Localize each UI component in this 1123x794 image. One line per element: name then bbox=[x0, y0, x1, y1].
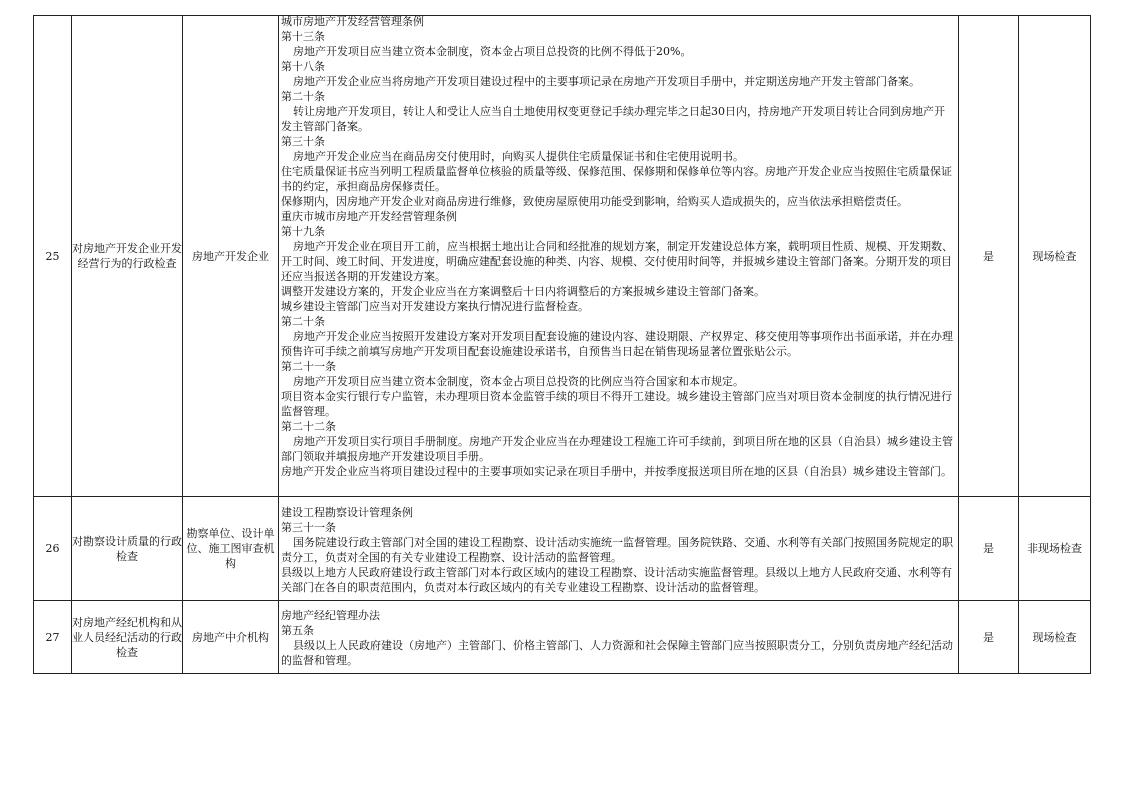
legal-basis-line: 县级以上地方人民政府建设行政主管部门对本行政区域内的建设工程勘察、设计活动实施监督管理。县级以上地方人民政府交通、水利等有关部门在各自的职责范围内，负责对本行政区域内的有关专业建设工程勘察、设计活动的监督管理。 bbox=[281, 566, 952, 594]
table-row bbox=[34, 16, 1091, 497]
row-number: 27 bbox=[34, 601, 72, 674]
inspection-subject: 房地产开发企业 bbox=[183, 16, 279, 497]
inspection-method: 非现场检查 bbox=[1019, 497, 1091, 601]
legal-basis-line: 第十八条 bbox=[281, 60, 325, 73]
legal-basis-line: 重庆市城市房地产开发经营管理条例 bbox=[281, 210, 457, 223]
table-row bbox=[34, 497, 1091, 601]
legal-basis-cell bbox=[279, 497, 959, 601]
legal-basis-line: 转让房地产开发项目，转让人和受让人应当自土地使用权变更登记手续办理完毕之日起30日内，持房地产开发项目转让合同到房地产开发主管部门备案。 bbox=[281, 105, 945, 133]
legal-basis-line: 保修期内，因房地产开发企业对商品房进行维修，致使房屋原使用功能受到影响，给购买人造成损失的，应当依法承担赔偿责任。 bbox=[281, 195, 908, 208]
legal-basis-line: 房地产开发企业应当按照开发建设方案对开发项目配套设施的建设内容、建设期限、产权界定、移交使用等事项作出书面承诺，并在办理预售许可手续之前填写房地产开发项目配套设施建设承诺书，自预售当日起在销售现场显著位置张贴公示。 bbox=[281, 330, 953, 358]
row-number: 26 bbox=[34, 497, 72, 601]
legal-basis-line: 第二十条 bbox=[281, 90, 325, 103]
inspection-method: 现场检查 bbox=[1019, 601, 1091, 674]
legal-basis-line: 房地产开发企业应当将房地产开发项目建设过程中的主要事项记录在房地产开发项目手册中，并定期送房地产开发主管部门备案。 bbox=[293, 75, 920, 88]
legal-basis-line: 调整开发建设方案的，开发企业应当在方案调整后十日内将调整后的方案报城乡建设主管部门备案。 bbox=[281, 285, 765, 298]
row-number: 25 bbox=[34, 16, 72, 497]
inspection-method: 现场检查 bbox=[1019, 16, 1091, 497]
legal-basis-line: 第二十二条 bbox=[281, 420, 336, 433]
legal-basis-text bbox=[279, 497, 958, 600]
table-row bbox=[34, 601, 1091, 674]
legal-basis-cell bbox=[279, 601, 959, 674]
legal-basis-line: 第五条 bbox=[281, 624, 314, 637]
legal-basis-line: 县级以上人民政府建设（房地产）主管部门、价格主管部门、人力资源和社会保障主管部门应当按照职责分工，分别负责房地产经纪活动的监督和管理。 bbox=[281, 639, 953, 667]
legal-basis-line: 国务院建设行政主管部门对全国的建设工程勘察、设计活动实施统一监督管理。国务院铁路、交通、水利等有关部门按照国务院规定的职责分工，负责对全国的有关专业建设工程勘察、设计活动的监督管理。 bbox=[281, 536, 953, 564]
legal-basis-line: 项目资本金实行银行专户监管，未办理项目资本金监管手续的项目不得开工建设。城乡建设主管部门应当对项目资本金制度的执行情况进行监督管理。 bbox=[281, 390, 952, 418]
inspection-item: 对房地产开发企业开发经营行为的行政检查 bbox=[72, 16, 183, 497]
legal-basis-line: 房地产开发企业在项目开工前，应当根据土地出让合同和经批准的规划方案，制定开发建设总体方案，载明项目性质、规模、开发期数、开工时间、竣工时间、开发进度，明确应建配套设施的种类、内容、规模、交付使用时间等，并报城乡建设主管部门备案。分期开发的项目还应当报送各期的开发建设方案。 bbox=[281, 240, 953, 283]
legal-basis-line: 建设工程勘察设计管理条例 bbox=[281, 506, 413, 519]
legal-basis-line: 房地产开发企业应当在商品房交付使用时，向购买人提供住宅质量保证书和住宅使用说明书。 bbox=[293, 150, 744, 163]
legal-basis-cell bbox=[279, 16, 959, 497]
legal-basis-line: 住宅质量保证书应当列明工程质量监督单位核验的质量等级、保修范围、保修期和保修单位等内容。房地产开发企业应当按照住宅质量保证书的约定，承担商品房保修责任。 bbox=[281, 165, 952, 193]
inspection-item: 对房地产经纪机构和从业人员经纪活动的行政检查 bbox=[72, 601, 183, 674]
legal-basis-line: 第三十条 bbox=[281, 135, 325, 148]
legal-basis-line: 房地产开发项目应当建立资本金制度，资本金占项目总投资的比例不得低于20%。 bbox=[293, 45, 692, 58]
legal-basis-line: 第二十条 bbox=[281, 315, 325, 328]
yes-flag: 是 bbox=[959, 16, 1019, 497]
yes-flag: 是 bbox=[959, 497, 1019, 601]
legal-basis-text bbox=[279, 601, 958, 673]
legal-basis-line: 城乡建设主管部门应当对开发建设方案执行情况进行监督检查。 bbox=[281, 300, 589, 313]
yes-flag: 是 bbox=[959, 601, 1019, 674]
legal-basis-line: 房地产开发项目实行项目手册制度。房地产开发企业应当在办理建设工程施工许可手续前，到项目所在地的区县（自治县）城乡建设主管部门领取并填报房地产开发建设项目手册。 bbox=[281, 435, 953, 463]
inspection-subject: 房地产中介机构 bbox=[183, 601, 279, 674]
legal-basis-text bbox=[279, 14, 958, 492]
legal-basis-line: 第十九条 bbox=[281, 225, 325, 238]
legal-basis-line: 房地产开发项目应当建立资本金制度，资本金占项目总投资的比例应当符合国家和本市规定。 bbox=[293, 375, 744, 388]
inspection-subject: 勘察单位、设计单位、施工图审查机构 bbox=[183, 497, 279, 601]
inspection-table bbox=[33, 15, 1091, 674]
legal-basis-line: 城市房地产开发经营管理条例 bbox=[281, 15, 424, 28]
legal-basis-line: 第二十一条 bbox=[281, 360, 336, 373]
legal-basis-line: 第三十一条 bbox=[281, 521, 336, 534]
legal-basis-line: 第十三条 bbox=[281, 30, 325, 43]
legal-basis-line: 房地产开发企业应当将项目建设过程中的主要事项如实记录在项目手册中，并按季度报送项目所在地的区县（自治县）城乡建设主管部门。 bbox=[281, 465, 952, 478]
legal-basis-line: 房地产经纪管理办法 bbox=[281, 609, 380, 622]
inspection-item: 对勘察设计质量的行政检查 bbox=[72, 497, 183, 601]
